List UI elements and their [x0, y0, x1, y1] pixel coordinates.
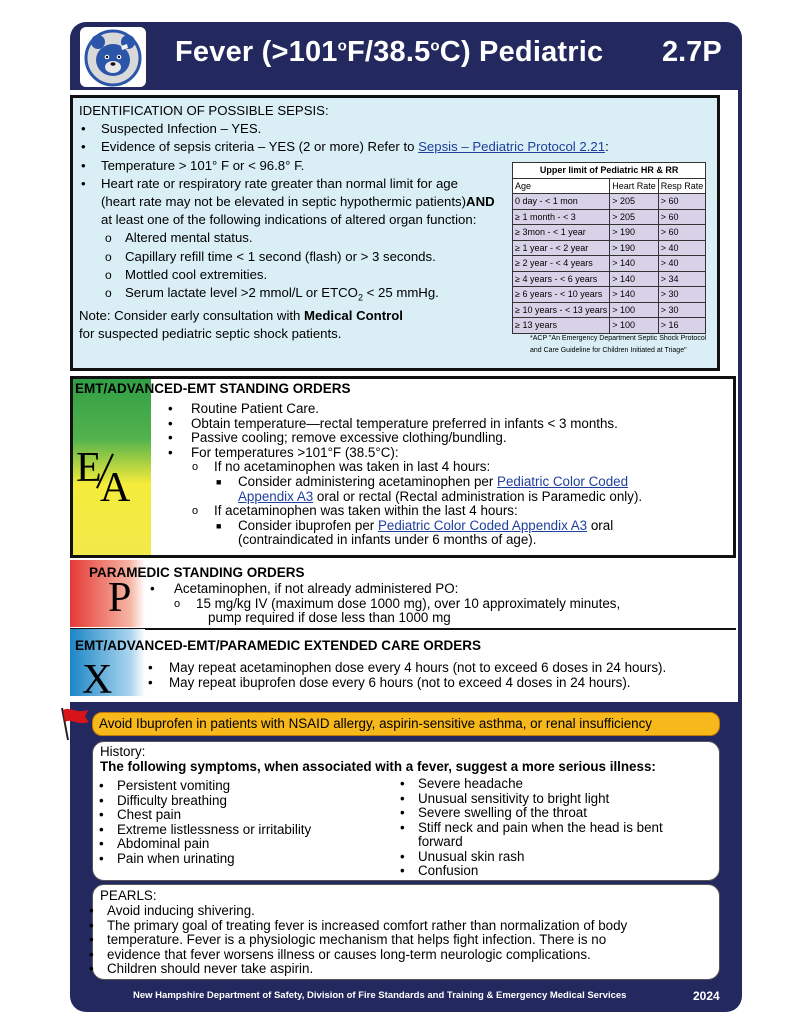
sepsis-note-line2: for suspected pediatric septic shock patients.	[79, 326, 342, 342]
ea-section-title: EMT/ADVANCED-EMT STANDING ORDERS	[75, 381, 351, 396]
orders-section	[70, 376, 738, 703]
side-label: Medical Protocol2.7P	[754, 441, 771, 634]
list-item: • Abdominal pain	[93, 837, 311, 852]
table-header: Resp Rate	[658, 178, 706, 194]
list-item: • Pain when urinating	[93, 852, 311, 867]
table-cell: ≥ 10 years - < 13 years	[513, 302, 610, 318]
history-left-list	[93, 779, 311, 866]
sepsis-bullet: • Suspected Infection – YES.	[79, 120, 609, 138]
table-row	[513, 318, 706, 334]
table-cell: > 34	[658, 271, 706, 287]
appendix-a3-link[interactable]: Pediatric Color Coded	[497, 473, 629, 489]
list-item: • Unusual sensitivity to bright light	[394, 792, 663, 807]
organ-sign: o Mottled cool extremities.	[79, 266, 609, 284]
list-item: • Avoid inducing shivering.	[83, 904, 627, 919]
x-section-title: EMT/ADVANCED-EMT/PARAMEDIC EXTENDED CARE ORDERS	[75, 638, 482, 653]
ibuprofen-warning: Avoid Ibuprofen in patients with NSAID allergy, aspirin-sensitive asthma, or renal insufficiency	[92, 712, 720, 736]
table-cell: > 140	[610, 287, 659, 303]
table-cell: > 40	[658, 240, 706, 256]
table-cell: ≥ 2 year - < 4 years	[513, 256, 610, 272]
list-item: • Extreme listlessness or irritability	[93, 823, 311, 838]
table-caption: Upper limit of Pediatric HR & RR	[513, 163, 706, 179]
list-item: • Persistent vomiting	[93, 779, 311, 794]
history-intro: The following symptoms, when associated with a fever, suggest a more serious illness:	[100, 759, 656, 774]
history-right-list	[394, 777, 663, 879]
list-item: • The primary goal of treating fever is increased comfort rather than normalization of body	[83, 919, 627, 934]
table-cell: > 100	[610, 302, 659, 318]
table-cell: > 60	[658, 194, 706, 210]
ea-letter-a: A	[100, 465, 131, 511]
footer-org: New Hampshire Department of Safety, Division of Fire Standards and Training & Emergency Medical Services	[133, 990, 627, 1001]
table-cell: 0 day - < 1 mon	[513, 194, 610, 210]
table-row	[513, 240, 706, 256]
p-section-title: PARAMEDIC STANDING ORDERS	[89, 565, 305, 580]
table-row	[513, 256, 706, 272]
table-cell: > 140	[610, 271, 659, 287]
table-cell: > 205	[610, 209, 659, 225]
table-cell: ≥ 3mon - < 1 year	[513, 225, 610, 241]
section-divider	[70, 628, 736, 630]
p-orders-list: • Acetaminophen, if not already administered PO: o 15 mg/kg IV (maximum dose 1000 mg), over 10 approximately minutes, pump required if dose less than 1000 mg	[150, 581, 621, 626]
table-cell: ≥ 13 years	[513, 318, 610, 334]
appendix-a3-link[interactable]: Appendix A3	[238, 488, 314, 504]
list-item: • Children should never take aspirin.	[83, 962, 627, 977]
table-cell: > 40	[658, 256, 706, 272]
table-cell: ≥ 6 years - < 10 years	[513, 287, 610, 303]
page-title: Fever $(>101^oF/38.5^oC)$ Pediatric	[175, 36, 604, 68]
list-item: • Difficulty breathing	[93, 794, 311, 809]
organ-sign: o Serum lactate level >2 mmol/L or $ETCO_2 < 25$ mmHg.	[79, 284, 609, 307]
sepsis-bullet: • Heart rate or respiratory rate greater than normal limit for age (heart rate may not be elevated in septic hypothermic patients)AND at least one of the following indications of altered organ function:	[79, 175, 609, 230]
list-item: • Unusual skin rash	[394, 850, 663, 865]
table-cell: > 190	[610, 240, 659, 256]
red-flag-icon	[58, 706, 94, 747]
teddy-bear-logo	[80, 27, 146, 87]
table-cell: > 100	[610, 318, 659, 334]
table-cell: > 205	[610, 194, 659, 210]
list-item-continuation: forward	[418, 834, 463, 849]
table-header: Age	[513, 178, 610, 194]
p-letter: P	[108, 575, 132, 621]
list-item: • Stiff neck and pain when the head is bent	[394, 821, 663, 836]
x-orders-list: • May repeat acetaminophen dose every 4 hours (not to exceed 6 doses in 24 hours). • May repeat ibuprofen dose every 6 hours (not to exceed 4 doses in 24 hours).	[148, 660, 667, 690]
history-box	[92, 741, 720, 881]
list-item: • Chest pain	[93, 808, 311, 823]
organ-sign: o Altered mental status.	[79, 229, 609, 247]
sepsis-identification-box	[70, 95, 720, 371]
sepsis-bullet: • Temperature > 101° F or < 96.8° F.	[79, 157, 609, 175]
table-header: Heart Rate	[610, 178, 659, 194]
history-heading: History:	[100, 744, 146, 759]
ea-orders-list: • Routine Patient Care. • Obtain temperature—rectal temperature preferred in infants < 3 months. • Passive cooling; remove excessive clothing/bundling. • For temperatures >101°F (38.5°C): o If no acetaminophen was taken in last 4 hours: ■ Consider administering acetaminophen per Pediatric Color Coded Appendix A3 oral or rectal (Rectal administration is Paramedic only). o If acetaminophen was taken within the last 4 hours: ■ Consider ibuprofen per Pediatric Color Coded Appendix A3 oral (contraindicated in infants under 6 months of age).	[168, 401, 643, 548]
sepsis-note: Note: Consider early consultation with Medical Control	[79, 307, 403, 323]
sepsis-bullet: • Evidence of sepsis criteria – YES (2 or more) Refer to Sepsis – Pediatric Protocol 2.21:	[79, 138, 609, 156]
pearls-list	[83, 904, 627, 977]
list-item-continuation: • evidence that fever worsens illness or causes long-term neurologic complications.	[83, 948, 627, 963]
table-row	[513, 302, 706, 318]
footer-year: 2024	[693, 989, 720, 1003]
pearls-box	[92, 884, 720, 980]
table-footnote: *ACP "An Emergency Department Septic Shock Protocol and Care Guideline for Children Initiated at Triage"	[530, 335, 707, 354]
list-item: • Confusion	[394, 864, 663, 879]
sepsis-heading: IDENTIFICATION OF POSSIBLE SEPSIS:	[79, 103, 329, 118]
ea-letter-e: E	[76, 445, 102, 491]
hr-rr-table	[512, 162, 706, 334]
table-cell: > 30	[658, 302, 706, 318]
table-cell: ≥ 4 years - < 6 years	[513, 271, 610, 287]
table-row	[513, 287, 706, 303]
pearls-heading: PEARLS:	[100, 888, 157, 903]
table-cell: > 30	[658, 287, 706, 303]
protocol-code: 2.7P	[662, 36, 722, 68]
list-item-continuation: • temperature. Fever is a physiologic mechanism that helps fight infection. There is no	[83, 933, 627, 948]
table-cell: > 190	[610, 225, 659, 241]
table-cell: > 140	[610, 256, 659, 272]
list-item: • Severe headache	[394, 777, 663, 792]
list-item: • Severe swelling of the throat	[394, 806, 663, 821]
x-letter: X	[82, 657, 113, 703]
table-cell: > 16	[658, 318, 706, 334]
table-row	[513, 209, 706, 225]
table-cell: ≥ 1 month - < 3	[513, 209, 610, 225]
sepsis-protocol-link[interactable]: Sepsis – Pediatric Protocol 2.21	[418, 139, 606, 155]
table-row	[513, 271, 706, 287]
table-cell: > 60	[658, 209, 706, 225]
appendix-a3-link[interactable]: Pediatric Color Coded Appendix A3	[377, 517, 588, 533]
table-cell: > 60	[658, 225, 706, 241]
table-row	[513, 225, 706, 241]
table-cell: ≥ 1 year - < 2 year	[513, 240, 610, 256]
organ-sign: o Capillary refill time < 1 second (flash) or > 3 seconds.	[79, 248, 609, 266]
table-row	[513, 194, 706, 210]
